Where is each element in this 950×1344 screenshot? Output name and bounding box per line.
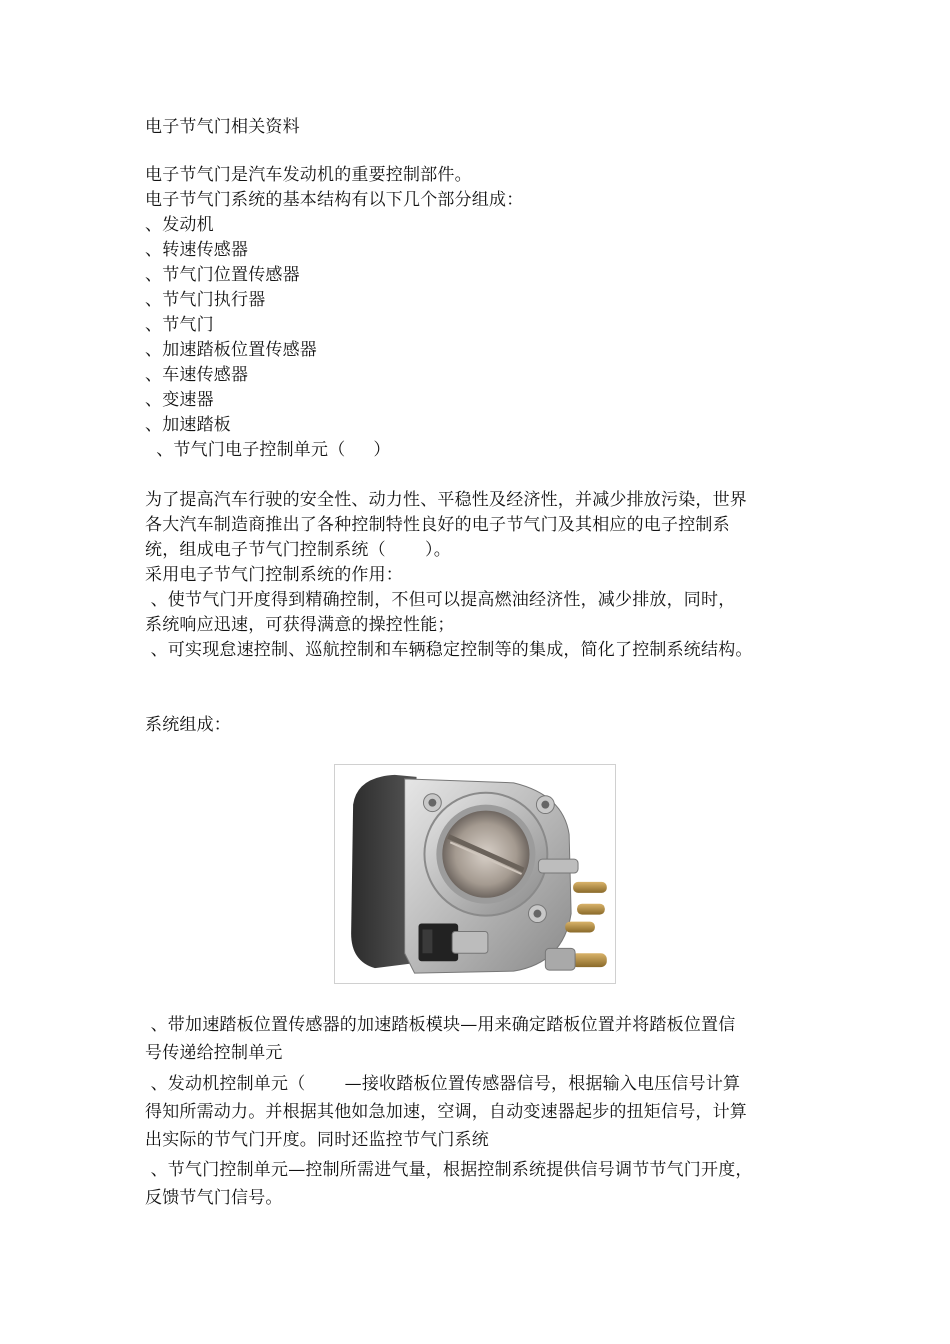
- component-item: 、车速传感器: [145, 365, 249, 385]
- detail-line: 、节气门控制单元—控制所需进气量，根据控制系统提供信号调节节气门开度，: [145, 1160, 753, 1180]
- detail-line: 反馈节气门信号。: [145, 1188, 283, 1208]
- paragraph-line: 为了提高汽车行驶的安全性、动力性、平稳性及经济性，并减少排放污染，世界: [145, 490, 747, 510]
- paragraph-line: 统，组成电子节气门控制系统（ ）。: [145, 540, 451, 560]
- paragraph-line: 、可实现怠速控制、巡航控制和车辆稳定控制等的集成，简化了控制系统结构。: [145, 640, 753, 660]
- detail-line: 出实际的节气门开度。同时还监控节气门系统: [145, 1130, 489, 1150]
- component-item: 、节气门位置传感器: [145, 265, 300, 285]
- component-item: 、节气门电子控制单元（ ）: [145, 440, 391, 460]
- component-item: 、转速传感器: [145, 240, 249, 260]
- component-item: 、加速踏板位置传感器: [145, 340, 317, 360]
- component-item: 、节气门: [145, 315, 214, 335]
- paragraph-line: 各大汽车制造商推出了各种控制特性良好的电子节气门及其相应的电子控制系: [145, 515, 730, 535]
- detail-line: 号传递给控制单元: [145, 1043, 283, 1063]
- paragraph-line: 采用电子节气门控制系统的作用：: [145, 565, 403, 585]
- document-title: 电子节气门相关资料: [145, 117, 300, 137]
- throttle-body-photo: [334, 764, 616, 984]
- section-heading: 系统组成：: [145, 715, 231, 735]
- paragraph-line: 、使节气门开度得到精确控制，不但可以提高燃油经济性，减少排放，同时，: [145, 590, 736, 610]
- detail-line: 、带加速踏板位置传感器的加速踏板模块—用来确定踏板位置并将踏板位置信: [145, 1015, 736, 1035]
- intro-line: 电子节气门是汽车发动机的重要控制部件。: [145, 165, 472, 185]
- detail-line: 得知所需动力。并根据其他如急加速，空调，自动变速器起步的扭矩信号，计算: [145, 1102, 747, 1122]
- component-item: 、节气门执行器: [145, 290, 266, 310]
- component-item: 、变速器: [145, 390, 214, 410]
- intro-line: 电子节气门系统的基本结构有以下几个部分组成：: [145, 190, 524, 210]
- component-item: 、发动机: [145, 215, 214, 235]
- detail-line: 、发动机控制单元（ —接收踏板位置传感器信号，根据输入电压信号计算: [145, 1074, 741, 1094]
- paragraph-line: 系统响应迅速，可获得满意的操控性能；: [145, 615, 455, 635]
- component-item: 、加速踏板: [145, 415, 231, 435]
